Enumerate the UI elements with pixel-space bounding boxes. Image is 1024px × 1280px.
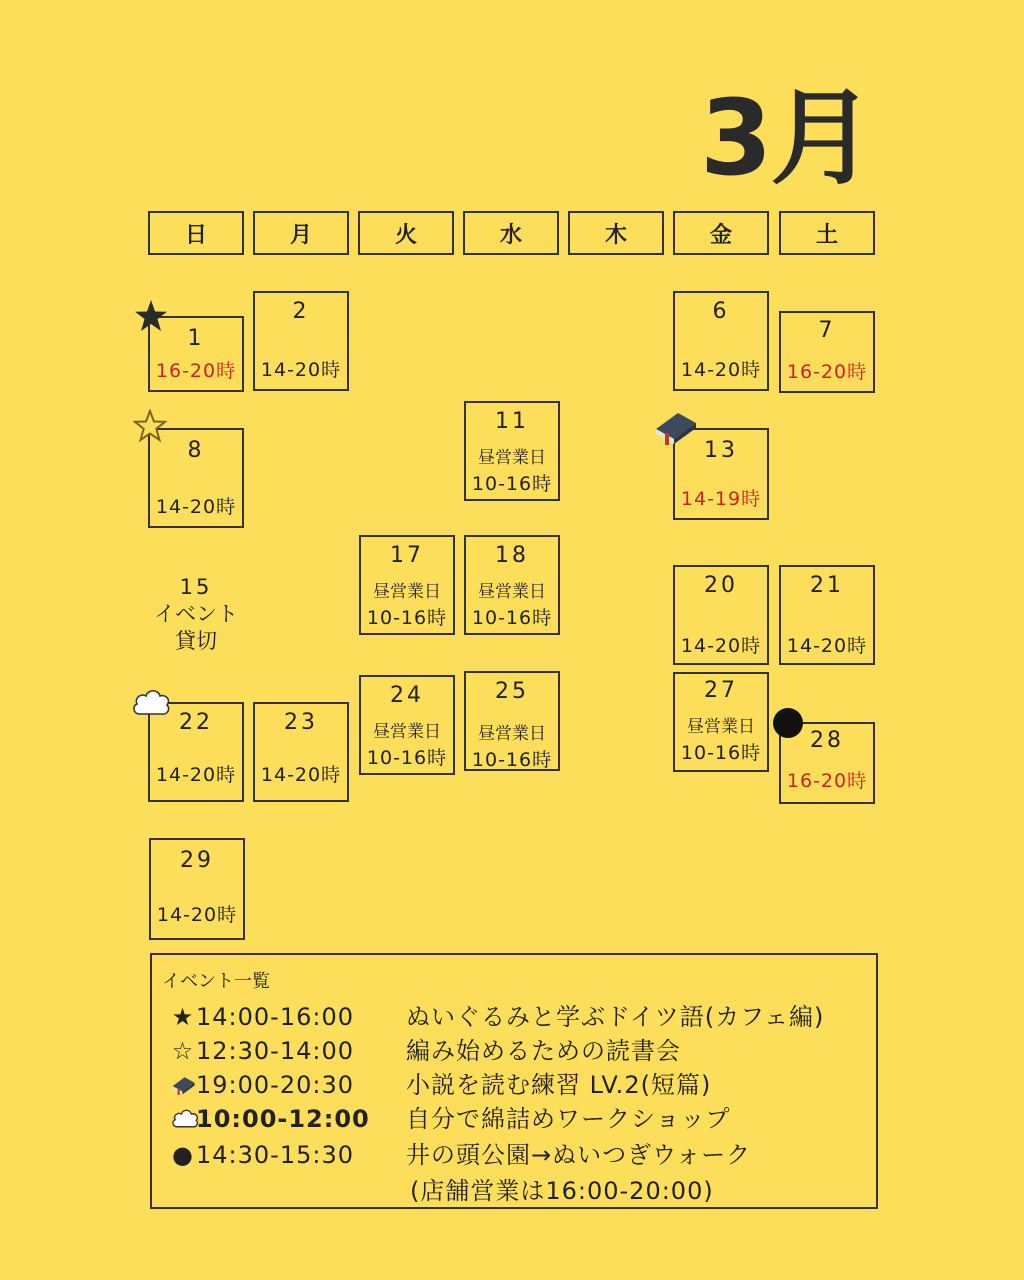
lunch-note: 昼営業日	[478, 448, 546, 468]
day-number: 11	[495, 409, 529, 434]
cloud-icon	[170, 1105, 196, 1133]
event-list	[150, 953, 878, 1209]
day-cell-17	[359, 535, 455, 635]
day-cell-21	[779, 565, 875, 665]
event-name: 小説を読む練習 LV.2(短篇)	[406, 1071, 712, 1099]
open-hours: 14-20時	[155, 764, 237, 786]
day-cell-20	[673, 565, 769, 665]
black-star-icon	[134, 299, 168, 333]
weekday-sun: 日	[148, 211, 244, 255]
event-item	[170, 1135, 751, 1167]
event-item	[170, 1065, 711, 1097]
day-cell-7	[779, 311, 875, 393]
lunch-note: 昼営業日	[478, 582, 546, 602]
day-number: 21	[810, 573, 844, 598]
open-hours: 14-20時	[680, 359, 762, 381]
open-hours: 14-20時	[260, 764, 342, 786]
open-hours: 14-20時	[786, 635, 868, 657]
lunch-note: 昼営業日	[373, 582, 441, 602]
day-number: 8	[187, 438, 205, 463]
open-hours: 16-20時	[786, 770, 868, 792]
book-icon	[652, 407, 698, 447]
open-hours: 16-20時	[155, 360, 237, 382]
day-number: 6	[712, 299, 730, 324]
black-circle-icon	[772, 707, 804, 739]
open-hours: 16-20時	[786, 361, 868, 383]
day-number: 7	[818, 318, 836, 343]
open-hours: 10-16時	[471, 473, 553, 495]
event-name: 編み始めるための読書会	[406, 1037, 681, 1065]
month-title: 3月	[700, 77, 873, 199]
day-number: 22	[179, 710, 213, 735]
open-hours: 10-16時	[366, 747, 448, 769]
day-number: 15	[179, 575, 213, 599]
day-number: 1	[187, 326, 205, 351]
day-cell-27	[673, 672, 769, 772]
lunch-note: 昼営業日	[687, 717, 755, 737]
day-number: 17	[390, 543, 424, 568]
day-cell-23	[253, 702, 349, 802]
day-cell-11	[464, 401, 560, 501]
day-number: 25	[495, 679, 529, 704]
event-time: 14:00-16:00	[196, 1003, 354, 1031]
store-hours-note: (店舗営業は16:00-20:00)	[410, 1177, 714, 1205]
weekday-fri: 金	[673, 211, 769, 255]
event-name: 井の頭公園→ぬいつぎウォーク	[406, 1141, 752, 1169]
outline-star-icon: ☆	[171, 1037, 195, 1065]
event-time: 10:00-12:00	[196, 1105, 370, 1133]
day-cell-6	[673, 291, 769, 391]
day-number: 28	[810, 728, 844, 753]
day-cell-25	[464, 671, 560, 771]
open-hours: 14-20時	[155, 496, 237, 518]
event-name: 自分で綿詰めワークショップ	[406, 1105, 731, 1133]
outline-star-icon	[133, 409, 167, 443]
day-number: 18	[495, 543, 529, 568]
day-number: 29	[180, 848, 214, 873]
event-item	[170, 997, 824, 1029]
weekday-tue: 火	[358, 211, 454, 255]
day-number: 2	[292, 299, 310, 324]
open-hours: 14-20時	[260, 359, 342, 381]
day-number: 20	[704, 573, 738, 598]
weekday-mon: 月	[253, 211, 349, 255]
open-hours: 10-16時	[680, 742, 762, 764]
day-cell-24	[359, 675, 455, 775]
event-time: 14:30-15:30	[196, 1141, 354, 1169]
event-time: 12:30-14:00	[196, 1037, 354, 1065]
black-circle-icon: ●	[172, 1141, 194, 1169]
weekday-wed: 水	[463, 211, 559, 255]
event-list-heading: イベント一覧	[162, 971, 270, 992]
black-star-icon: ★	[171, 1003, 195, 1031]
weekday-sat: 土	[779, 211, 875, 255]
day-cell-18	[464, 535, 560, 635]
lunch-note: 昼営業日	[478, 724, 546, 744]
day-number: 24	[390, 683, 424, 708]
open-hours: 14-19時	[680, 488, 762, 510]
day-cell-29	[149, 838, 245, 940]
lunch-note: 昼営業日	[373, 722, 441, 742]
open-hours: 10-16時	[366, 607, 448, 629]
event-item	[170, 1099, 731, 1131]
event-label: イベント	[154, 602, 238, 626]
open-hours: 14-20時	[156, 904, 238, 926]
open-hours: 10-16時	[471, 607, 553, 629]
day-number: 27	[704, 678, 738, 703]
open-hours: 10-16時	[471, 749, 553, 771]
day-cell-2	[253, 291, 349, 391]
reserved-label: 貸切	[175, 629, 217, 653]
day-15-private	[148, 574, 244, 655]
day-cell-8	[148, 428, 244, 528]
event-name: ぬいぐるみと学ぶドイツ語(カフェ編)	[406, 1003, 825, 1031]
weekday-thu: 木	[568, 211, 664, 255]
day-number: 23	[284, 710, 318, 735]
open-hours: 14-20時	[680, 635, 762, 657]
cloud-icon	[130, 686, 172, 720]
event-time: 19:00-20:30	[196, 1071, 354, 1099]
event-item	[170, 1031, 681, 1063]
day-number: 13	[704, 438, 738, 463]
book-icon	[170, 1071, 196, 1099]
